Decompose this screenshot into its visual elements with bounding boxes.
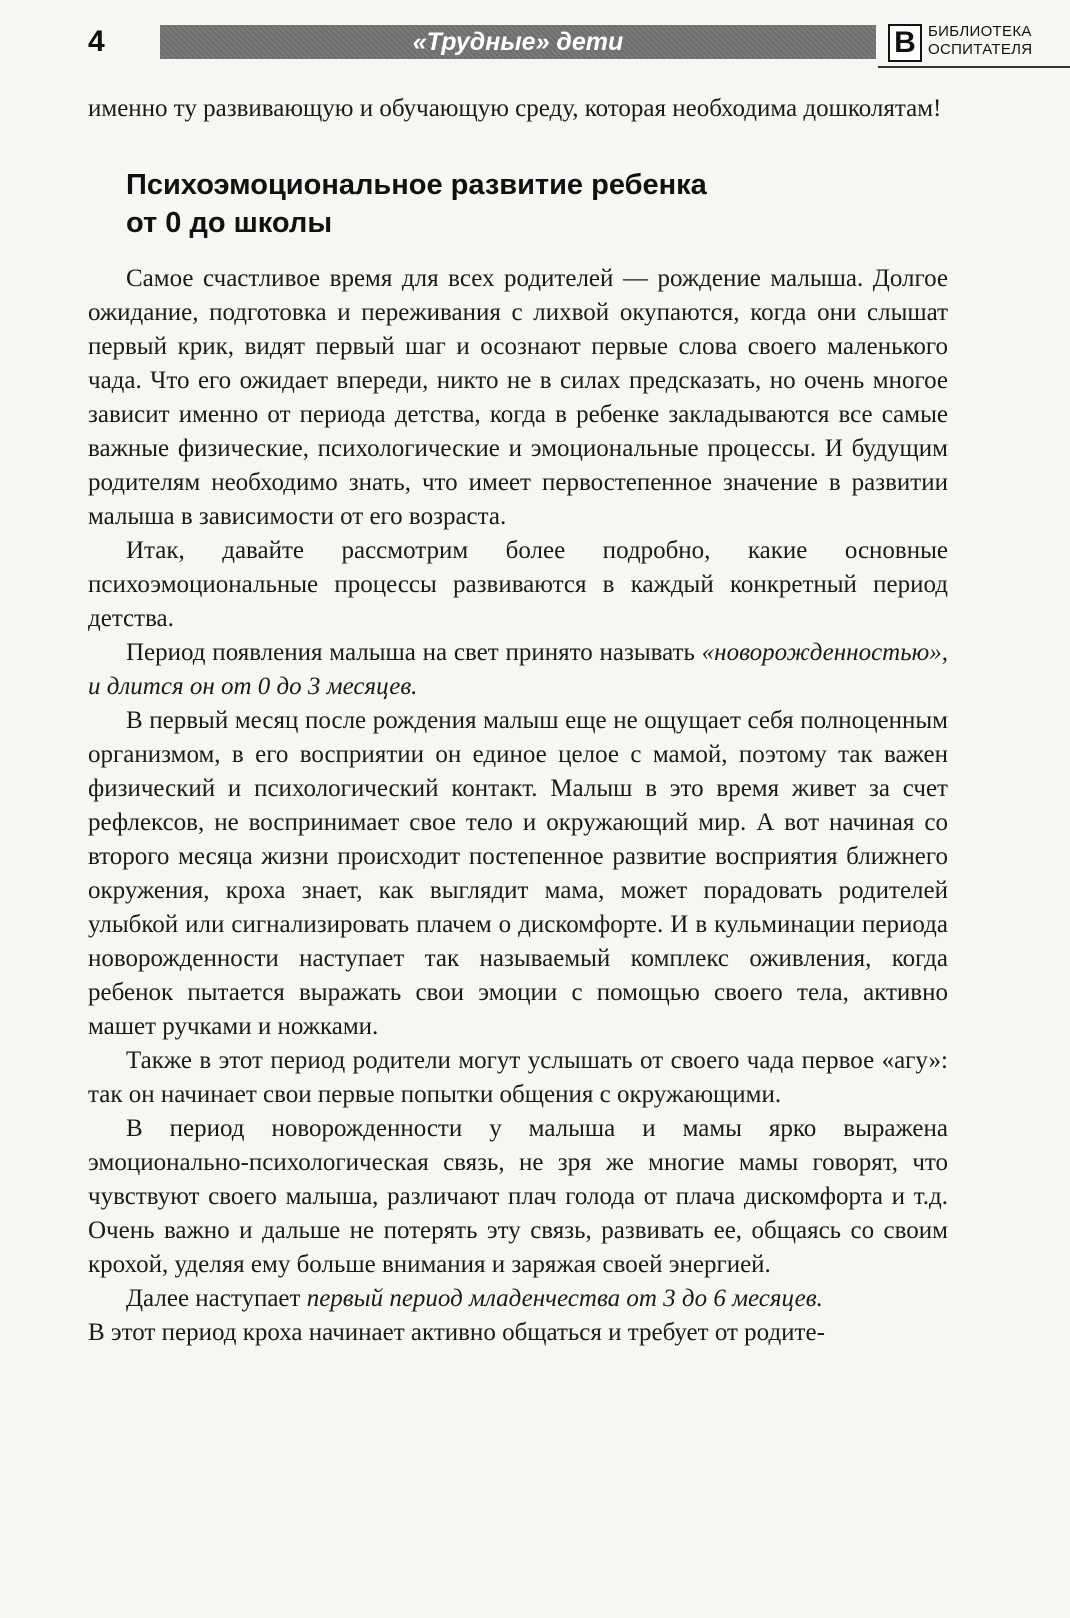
section-heading-line-1: Психоэмоциональное развитие ребенка <box>126 169 707 201</box>
logo-underline <box>878 66 1070 68</box>
paragraph-7 <box>88 1282 948 1316</box>
paragraph-7-text: Далее наступает <box>126 1285 307 1312</box>
paragraph-3 <box>88 636 948 704</box>
paragraph-3-italic: «новорожденностью», и длится он от 0 до 3 месяцев. <box>88 639 948 700</box>
section-heading-line-2: от 0 до школы <box>126 207 333 239</box>
paragraph-4: В первый месяц после рождения малыш еще не ощущает себя полноценным организмом, в его восприятии он единое целое с мамой, поэтому так важен физический и психологический контакт. Малыш в это время живет за счет рефлексов, не воспринимает свое тело и окружающий мир. А вот начиная со второго месяца жизни происходит постепенное развитие восприятия ближнего окружения, кроха знает, как выглядит мама, может порадовать родителей улыбкой или сигнализировать плачем о дискомфорте. И в кульминации периода новорожденности наступает так называемый комплекс оживления, когда ребенок пытается выражать свои эмоции с помощью своего тела, активно машет ручками и ножками. <box>88 707 948 1040</box>
header-title-bar <box>160 25 876 59</box>
paragraph-7-italic: первый период младенчества от 3 до 6 месяцев. <box>306 1285 823 1312</box>
paragraph-6: В период новорожденности у малыша и мамы ярко выражена эмоционально-психологическая связь, не зря же многие мамы говорят, что чувствуют своего малыша, различают плач голода от плача дискомфорта и т.д. Очень важно и дальше не потерять эту связь, развивать ее, общаясь со своим крохой, уделяя ему больше внимания и заряжая своей энергией. <box>88 1115 948 1278</box>
logo-text <box>928 23 1032 59</box>
paragraph-3-text: Период появления малыша на свет принято называть <box>126 639 702 666</box>
paragraph-2: Итак, давайте рассмотрим более подробно, какие основные психоэмоциональные процессы развиваются в каждый конкретный период детства. <box>88 537 948 632</box>
section-heading <box>126 166 948 242</box>
paragraph-1: Самое счастливое время для всех родителей — рождение малыша. Долгое ожидание, подготовка и переживания с лихвой окупаются, когда они слышат первый крик, видят первый шаг и осознают первые слова своего маленького чада. Что его ожидает впереди, никто не в силах предсказать, но очень многое зависит именно от периода детства, когда в ребенке закладываются все самые важные физические, психологические и эмоциональные процессы. И будущим родителям необходимо знать, что имеет первостепенное значение в развитии малыша в зависимости от его возраста. <box>88 265 948 530</box>
page-body <box>88 92 948 1350</box>
page-number: 4 <box>88 25 105 58</box>
series-logo <box>888 22 1068 62</box>
header-title: «Трудные» дети <box>412 28 624 56</box>
logo-line-1: БИБЛИОТЕКА <box>928 23 1032 40</box>
paragraph-5: Также в этот период родители могут услышать от своего чада первое «агу»: так он начинает свои первые попытки общения с окружающими. <box>88 1047 948 1108</box>
logo-line-2: ОСПИТАТЕЛЯ <box>928 41 1033 58</box>
paragraph-7-continued: В этот период кроха начинает активно общаться и требует от родите- <box>88 1319 825 1346</box>
running-header <box>88 22 1033 62</box>
intro-paragraph: именно ту развивающую и обучающую среду, которая необходима дошколятам! <box>88 95 942 122</box>
logo-letter-box: В <box>888 24 922 62</box>
